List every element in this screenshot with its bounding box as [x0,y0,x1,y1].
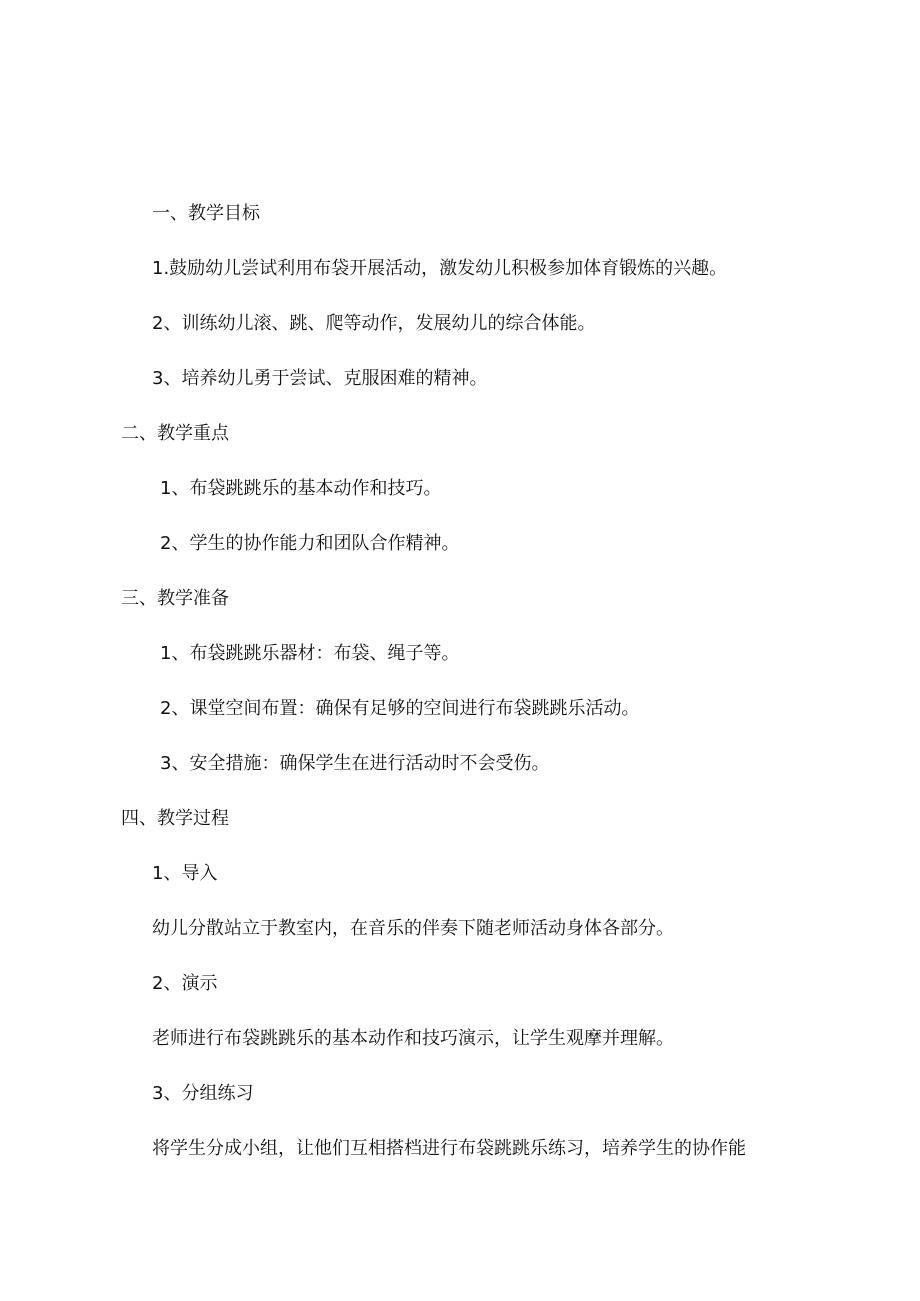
section-heading-preparation: 三、教学准备 [121,588,229,609]
section-heading-teaching-goals: 一、教学目标 [152,203,260,224]
goal-item-2: 2、训练幼儿滚、跳、爬等动作，发展幼儿的综合体能。 [152,313,596,334]
process-step-text-3: 将学生分成小组，让他们互相搭档进行布袋跳跳乐练习，培养学生的协作能 [152,1138,746,1159]
process-step-title-1: 1、导入 [152,863,218,884]
process-step-title-2: 2、演示 [152,973,218,994]
goal-item-1: 1.鼓励幼儿尝试利用布袋开展活动，激发幼儿积极参加体育锻炼的兴趣。 [152,258,728,279]
process-step-text-1: 幼儿分散站立于教室内，在音乐的伴奏下随老师活动身体各部分。 [152,918,674,939]
process-step-text-2: 老师进行布袋跳跳乐的基本动作和技巧演示，让学生观摩并理解。 [152,1028,674,1049]
section-heading-key-points: 二、教学重点 [121,423,229,444]
key-point-item-2: 2、学生的协作能力和团队合作精神。 [160,533,460,554]
section-heading-process: 四、教学过程 [121,808,229,829]
preparation-item-2: 2、课堂空间布置：确保有足够的空间进行布袋跳跳乐活动。 [160,698,640,719]
key-point-item-1: 1、布袋跳跳乐的基本动作和技巧。 [160,478,442,499]
preparation-item-1: 1、布袋跳跳乐器材：布袋、绳子等。 [160,643,460,664]
preparation-item-3: 3、安全措施：确保学生在进行活动时不会受伤。 [160,753,550,774]
goal-item-3: 3、培养幼儿勇于尝试、克服困难的精神。 [152,368,488,389]
process-step-title-3: 3、分组练习 [152,1083,254,1104]
